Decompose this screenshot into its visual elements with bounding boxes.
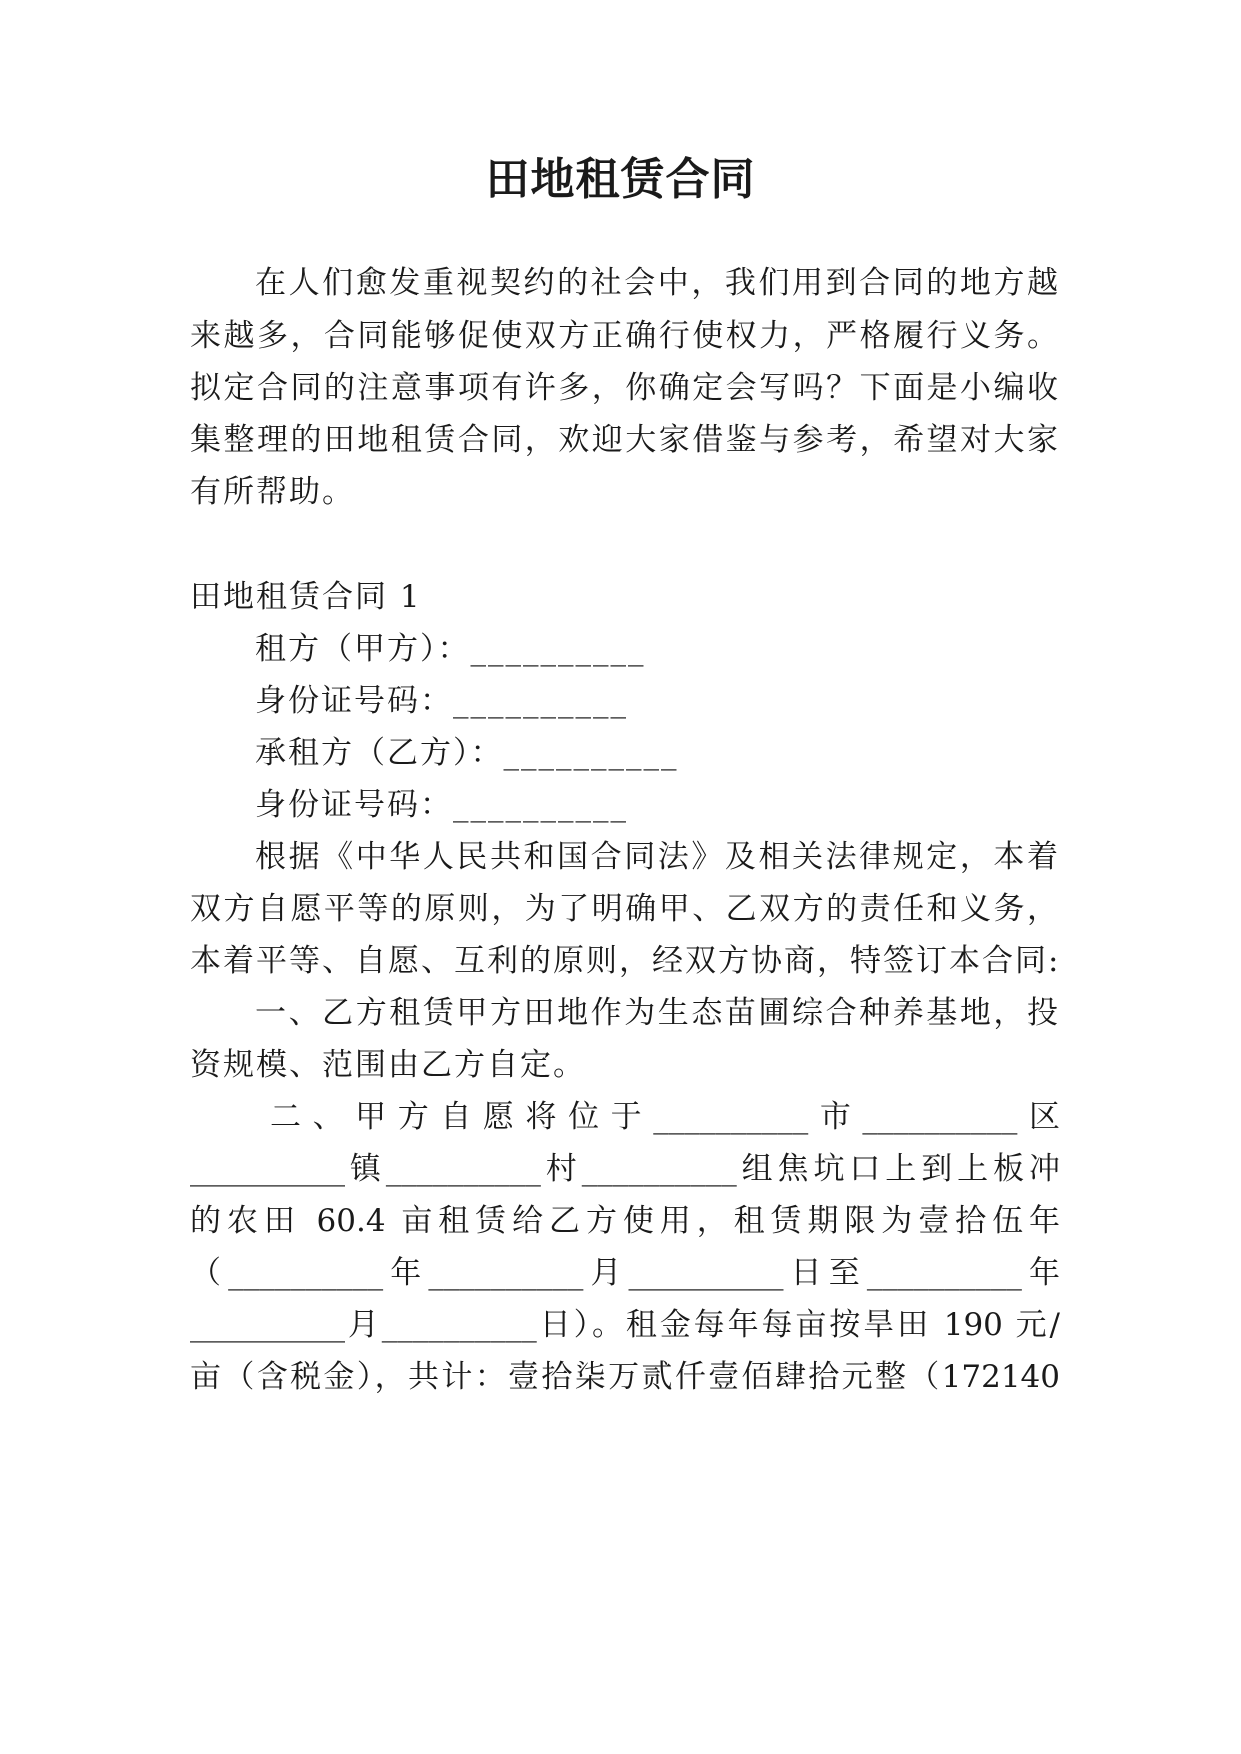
article-2-line-4: （__________年__________月__________日至__________年 bbox=[190, 1255, 1060, 1291]
basis-line-2: 双方自愿平等的原则，为了明确甲、乙双方的责任和义务， bbox=[190, 891, 1060, 927]
article-2-line-2: __________镇__________村__________组焦坑口上到上板冲 bbox=[190, 1151, 1060, 1187]
id-number-a-line: 身份证号码：__________ bbox=[255, 683, 628, 719]
article-2-line-3: 的农田 60.4 亩租赁给乙方使用，租赁期限为壹拾伍年 bbox=[190, 1203, 1060, 1239]
article-2-line-6: 亩（含税金），共计：壹拾柒万贰仟壹佰肆拾元整（172140 bbox=[190, 1359, 1060, 1395]
contract-heading: 田地租赁合同 1 bbox=[190, 579, 422, 615]
document-title: 田地租赁合同 bbox=[485, 154, 756, 205]
article-2-line-5: __________月__________日）。租金每年每亩按旱田 190 元/ bbox=[190, 1307, 1060, 1343]
intro-line-3: 拟定合同的注意事项有许多，你确定会写吗？下面是小编收 bbox=[190, 370, 1060, 406]
intro-line-5: 有所帮助。 bbox=[190, 474, 355, 510]
id-number-b-line: 身份证号码：__________ bbox=[255, 787, 628, 823]
article-1-line-1: 一、乙方租赁甲方田地作为生态苗圃综合种养基地，投 bbox=[255, 995, 1060, 1031]
basis-line-3: 本着平等、自愿、互利的原则，经双方协商，特签订本合同: bbox=[190, 943, 1061, 979]
intro-line-1: 在人们愈发重视契约的社会中，我们用到合同的地方越 bbox=[255, 265, 1060, 301]
basis-line-1: 根据《中华人民共和国合同法》及相关法律规定，本着 bbox=[255, 839, 1060, 875]
article-1-line-2: 资规模、范围由乙方自定。 bbox=[190, 1047, 586, 1083]
party-a-line: 租方（甲方）：__________ bbox=[255, 631, 646, 667]
intro-line-2: 来越多，合同能够促使双方正确行使权力，严格履行义务。 bbox=[190, 318, 1060, 354]
intro-line-4: 集整理的田地租赁合同，欢迎大家借鉴与参考，希望对大家 bbox=[190, 422, 1060, 458]
party-b-line: 承租方（乙方）：__________ bbox=[255, 735, 679, 771]
article-2-line-1: 二、甲方自愿将位于__________市__________区 bbox=[270, 1099, 1060, 1135]
